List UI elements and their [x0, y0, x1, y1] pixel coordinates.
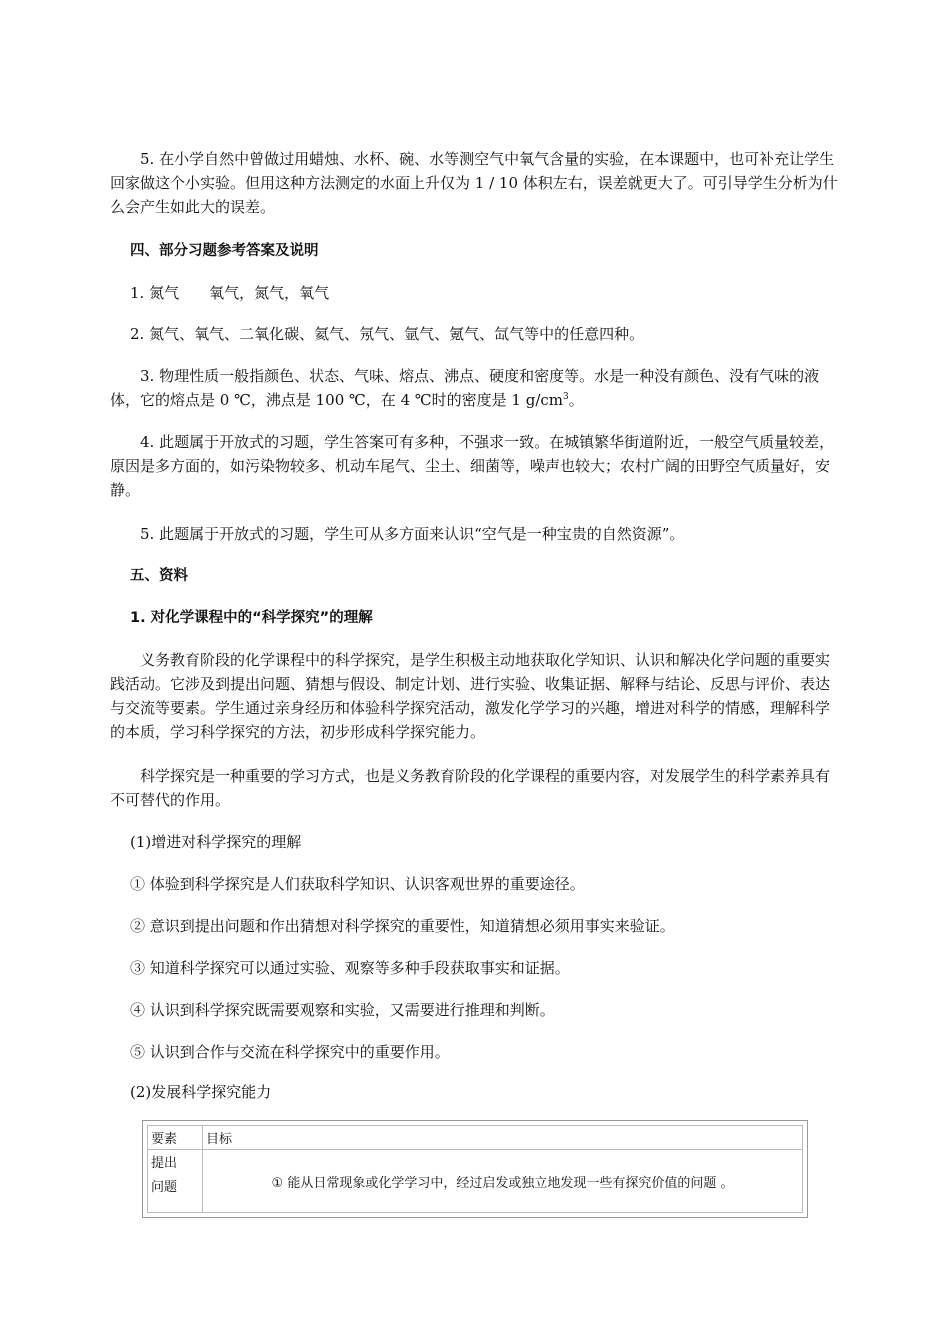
- list-item-5: ⑤ 认识到合作与交流在科学探究中的重要作用。: [130, 1043, 450, 1061]
- subsection-heading-inquiry: 1. 对化学课程中的“科学探究”的理解: [130, 610, 373, 626]
- table-row: [148, 1150, 803, 1213]
- table: [147, 1125, 803, 1213]
- answer-2: 2. 氮气、氧气、二氧化碳、氦气、氖气、氩气、氪气、氙气等中的任意四种。: [130, 325, 645, 343]
- table-cell-goal: ① 能从日常现象或化学学习中，经过启发或独立地发现一些有探究价值的问题 。: [203, 1150, 803, 1213]
- sub-heading-understanding: (1)增进对科学探究的理解: [130, 833, 302, 851]
- answer-5: 5. 此题属于开放式的习题，学生可从多方面来认识“空气是一种宝贵的自然资源”。: [140, 525, 685, 543]
- paragraph-inquiry-definition: 义务教育阶段的化学课程中的科学探究，是学生积极主动地获取化学知识、认识和解决化学问题的重要实践活动。它涉及到提出问题、猜想与假设、制定计划、进行实验、收集证据、解释与结论、反思与评价、表达与交流等要素。学生通过亲身经历和体验科学探究活动，激发化学学习的兴趣，增进对科学的情感，理解科学的本质，学习科学探究的方法，初步形成科学探究能力。: [110, 651, 831, 741]
- answer-3: [110, 364, 840, 412]
- list-item-4: ④ 认识到科学探究既需要观察和实验，又需要进行推理和判断。: [130, 1001, 555, 1019]
- paragraph-inquiry-importance: 科学探究是一种重要的学习方式，也是义务教育阶段的化学课程的重要内容，对发展学生的科学素养具有不可替代的作用。: [110, 767, 831, 809]
- section-heading-materials: 五、资料: [130, 568, 188, 584]
- table-cell-element-line1: 提出: [151, 1156, 178, 1171]
- list-item-3: ③ 知道科学探究可以通过实验、观察等多种手段获取事实和证据。: [130, 959, 570, 977]
- answer-3-end: 。: [568, 391, 584, 409]
- section-heading-answers: 四、部分习题参考答案及说明: [130, 243, 319, 259]
- answer-3-superscript: 3: [563, 392, 569, 402]
- sub-heading-ability: (2)发展科学探究能力: [130, 1083, 272, 1101]
- table-header-row: [148, 1126, 803, 1150]
- answer-3-text: 3. 物理性质一般指颜色、状态、气味、熔点、沸点、硬度和密度等。水是一种没有颜色、没有气味的液体，它的熔点是 0 ℃，沸点是 100 ℃，在 4 ℃时的密度是 1 g/cm: [110, 367, 820, 409]
- paragraph-experiment-note: 5. 在小学自然中曾做过用蜡烛、水杯、碗、水等测空气中氧气含量的实验，在本课题中，也可补充让学生回家做这个小实验。但用这种方法测定的水面上升仅为 1 / 10 体积左右，误差就更大了。可引导学生分析为什么会产生如此大的误差。: [110, 150, 838, 216]
- answer-4: 4. 此题属于开放式的习题，学生答案可有多种，不强求一致。在城镇繁华街道附近，一般空气质量较差，原因是多方面的，如污染物较多、机动车尾气、尘土、细菌等，噪声也较大；农村广阔的田野空气质量好，安静。: [110, 433, 835, 499]
- table-header-goal: 目标: [203, 1126, 803, 1150]
- table-cell-element-line2: 问题: [151, 1180, 178, 1195]
- answer-1: 1. 氮气 氧气，氮气，氧气: [130, 284, 330, 302]
- table-header-element: 要素: [148, 1126, 203, 1150]
- table-cell-element: [148, 1150, 203, 1213]
- list-item-2: ② 意识到提出问题和作出猜想对科学探究的重要性，知道猜想必须用事实来验证。: [130, 917, 675, 935]
- inquiry-ability-table: [142, 1120, 808, 1218]
- list-item-1: ① 体验到科学探究是人们获取科学知识、认识客观世界的重要途径。: [130, 875, 585, 893]
